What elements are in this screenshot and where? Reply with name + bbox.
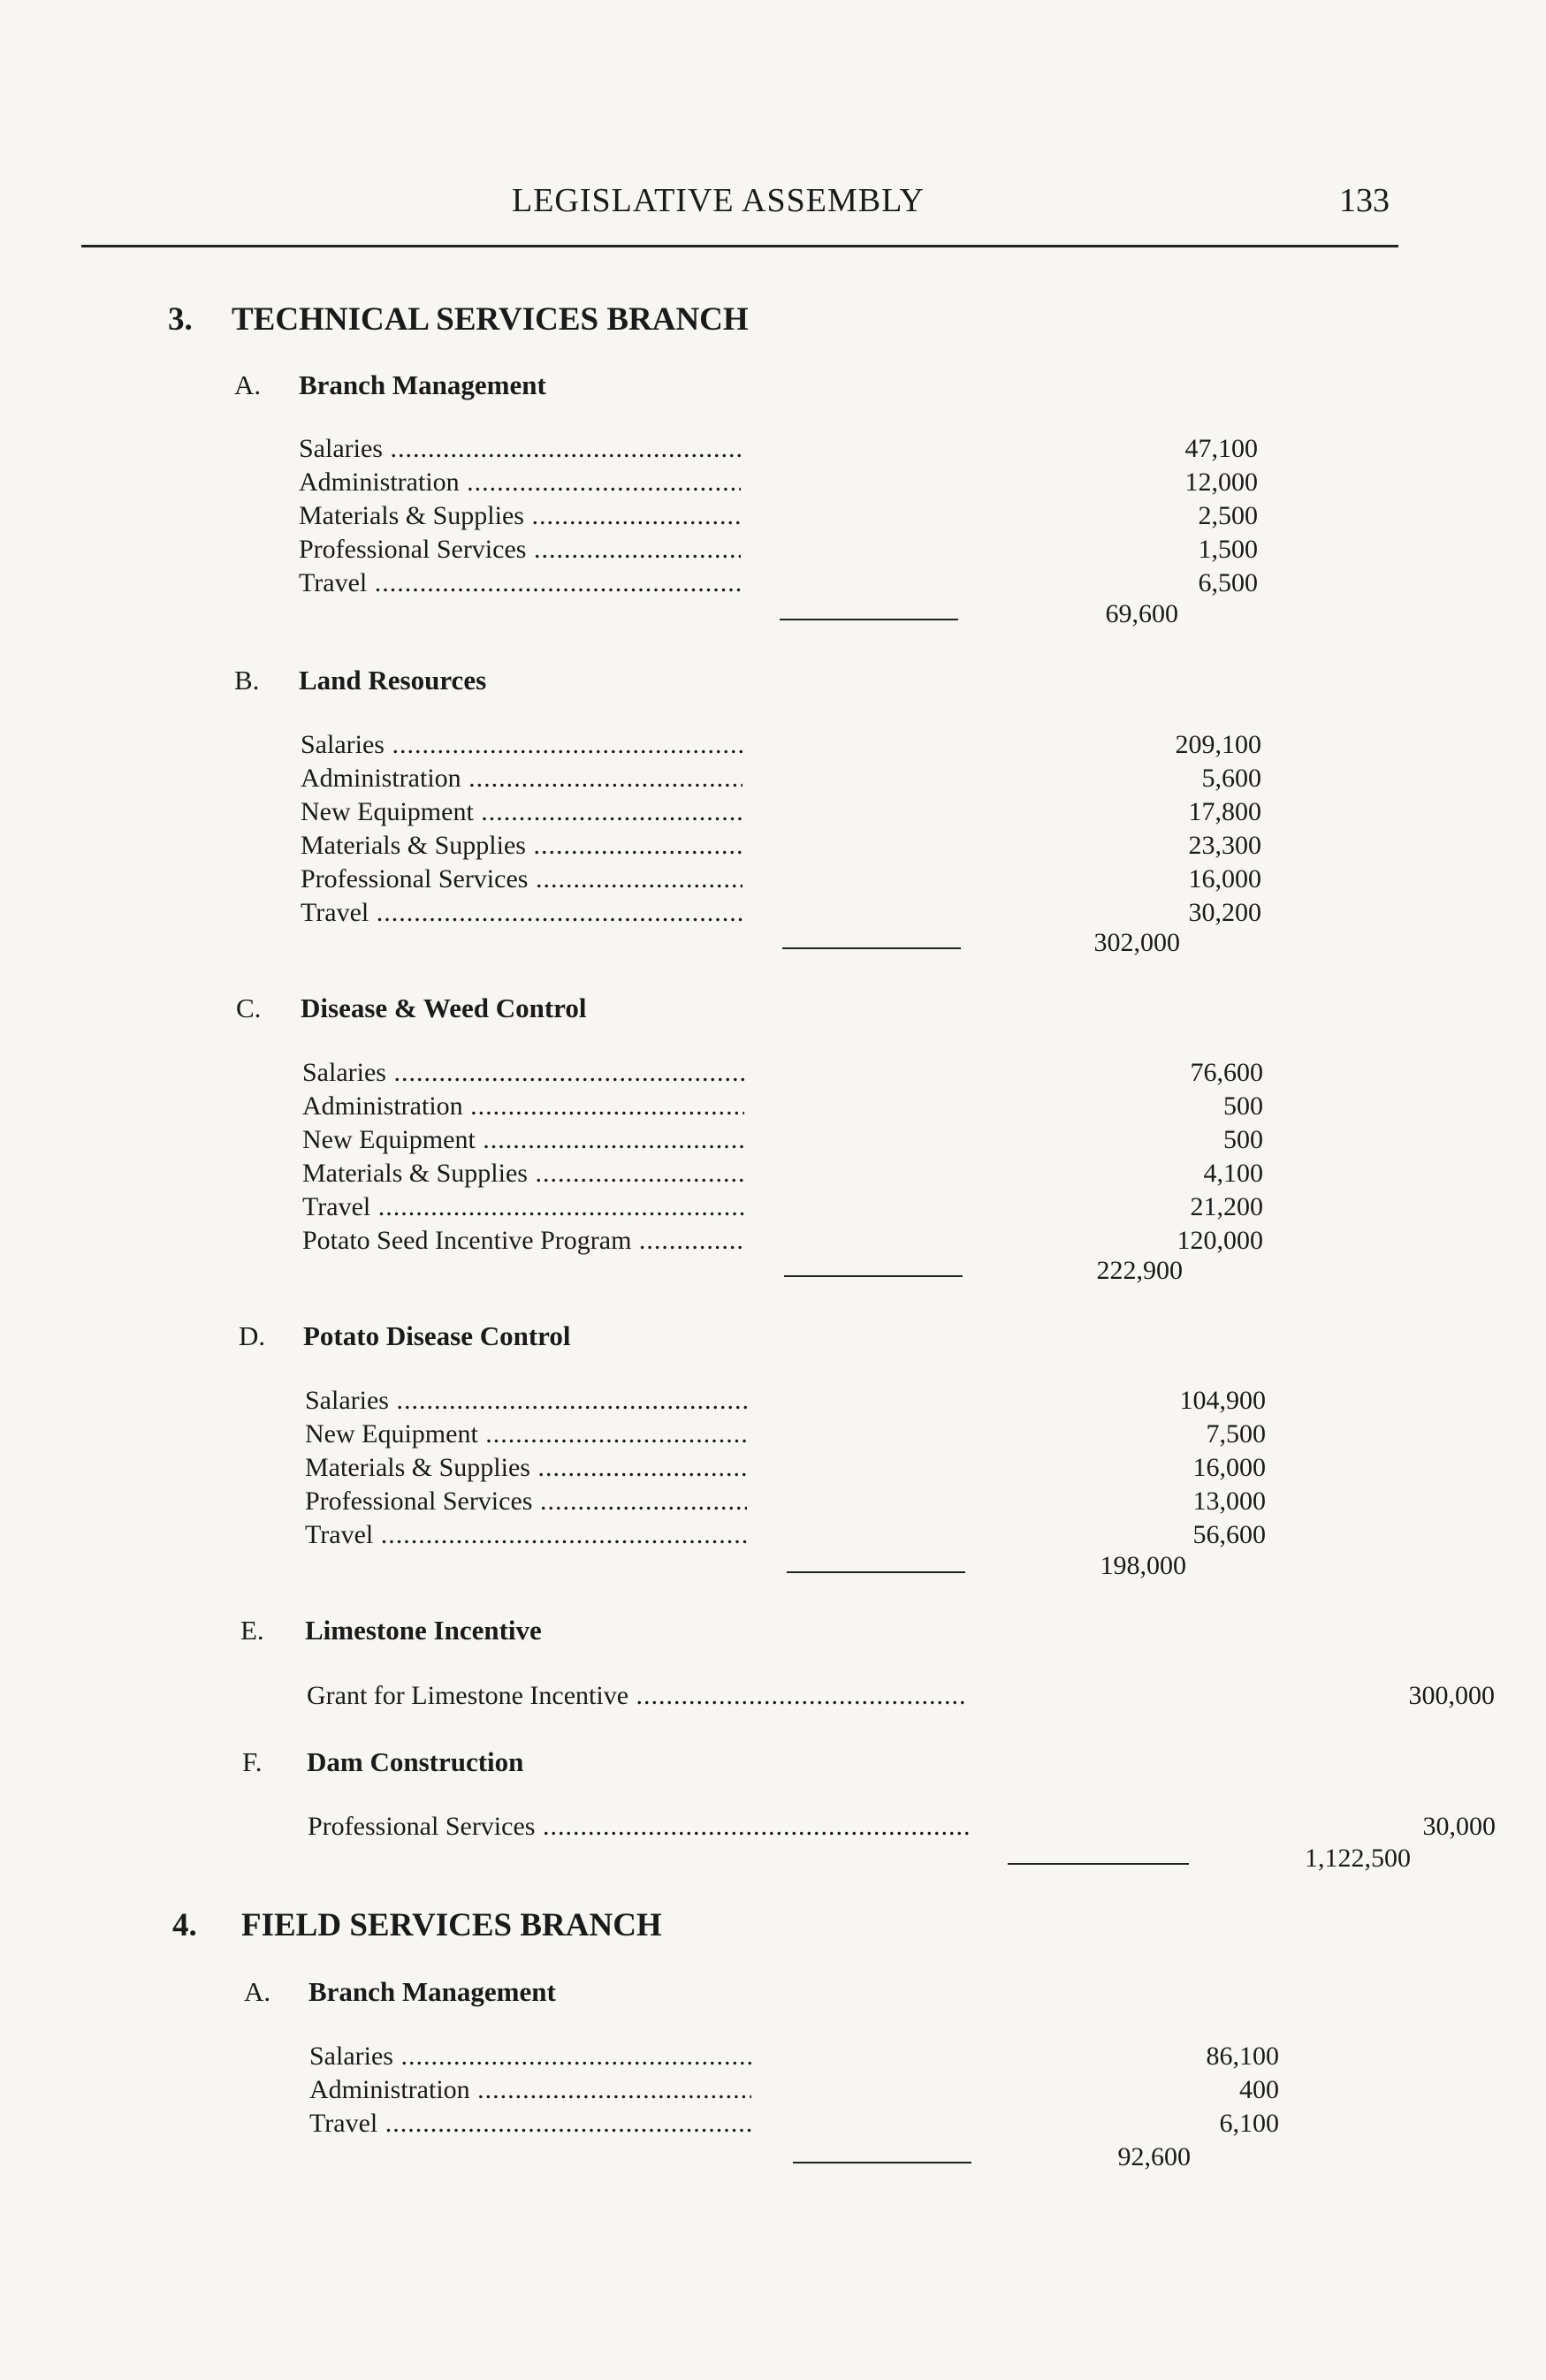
- item-label: Travel .....: [299, 568, 741, 598]
- item-label: Potato Seed Incentive Program .....: [302, 1226, 744, 1256]
- line-item: [305, 1520, 1266, 1554]
- section-title: Dam Construction: [307, 1746, 524, 1777]
- subtotal-rule: [793, 2162, 971, 2163]
- subtotal-rule: [782, 947, 961, 949]
- line-item: [305, 1386, 1266, 1419]
- branch-title: FIELD SERVICES BRANCH: [241, 1907, 662, 1943]
- item-label: Salaries .....: [301, 730, 743, 760]
- header-title: LEGISLATIVE ASSEMBLY: [512, 182, 925, 219]
- section-total: 92,600: [1117, 2142, 1191, 2171]
- line-item: [302, 1159, 1263, 1192]
- line-item: [302, 1091, 1263, 1125]
- item-amount: 120,000: [1177, 1226, 1263, 1255]
- item-label: Materials & Supplies .....: [302, 1159, 744, 1189]
- item-amount: 17,800: [1188, 797, 1261, 826]
- item-amount: 4,100: [1203, 1159, 1263, 1188]
- line-item: [301, 831, 1261, 864]
- line-item: [309, 2109, 1279, 2142]
- line-item: [309, 2042, 1279, 2075]
- item-amount: 21,200: [1190, 1192, 1263, 1221]
- item-label: Professional Services .....: [305, 1487, 747, 1517]
- item-label: Materials & Supplies .....: [299, 501, 741, 531]
- line-item: [299, 434, 1258, 468]
- line-item: [301, 797, 1261, 831]
- section-title: Limestone Incentive: [305, 1615, 542, 1646]
- item-amount: 30,000: [1422, 1812, 1496, 1841]
- item-label: Salaries .....: [302, 1058, 744, 1088]
- item-label: Salaries .....: [305, 1386, 747, 1416]
- item-amount: 86,100: [1206, 2042, 1279, 2071]
- item-amount: 2,500: [1198, 501, 1258, 530]
- item-label: Travel .....: [302, 1192, 744, 1222]
- item-label: Travel .....: [301, 898, 743, 928]
- item-label: Salaries .....: [299, 434, 741, 464]
- item-amount: 13,000: [1192, 1487, 1266, 1516]
- section-letter: D.: [239, 1320, 266, 1351]
- item-amount: 104,900: [1179, 1386, 1266, 1415]
- line-item: [299, 501, 1258, 535]
- line-item: [299, 568, 1258, 602]
- item-amount: 7,500: [1206, 1419, 1266, 1449]
- item-amount: 16,000: [1188, 864, 1261, 893]
- branch-grand-total: 1,122,500: [1305, 1844, 1411, 1873]
- item-label: Professional Services .....: [299, 535, 741, 565]
- item-label: Professional Services .....: [308, 1812, 969, 1842]
- item-amount: 76,600: [1190, 1058, 1263, 1087]
- line-item: [305, 1419, 1266, 1453]
- item-amount: 30,200: [1188, 898, 1261, 927]
- subtotal-rule: [1008, 1863, 1189, 1865]
- line-item: [305, 1487, 1266, 1520]
- section-letter: C.: [236, 992, 262, 1023]
- item-amount: 300,000: [1408, 1681, 1495, 1710]
- item-label: Materials & Supplies .....: [305, 1453, 747, 1483]
- item-amount: 47,100: [1184, 434, 1258, 463]
- item-amount: 23,300: [1188, 831, 1261, 860]
- item-label: Professional Services .....: [301, 864, 743, 894]
- item-label: New Equipment .....: [301, 797, 743, 827]
- line-item: [309, 2075, 1279, 2109]
- item-label: Administration .....: [309, 2075, 751, 2105]
- section-letter: E.: [240, 1615, 264, 1646]
- item-amount: 6,500: [1198, 568, 1258, 597]
- item-label: Grant for Limestone Incentive .....: [307, 1681, 968, 1711]
- item-amount: 500: [1223, 1125, 1263, 1154]
- section-letter: B.: [234, 665, 260, 696]
- section-total: 69,600: [1105, 599, 1178, 628]
- item-amount: 1,500: [1198, 535, 1258, 564]
- item-label: Administration .....: [301, 764, 743, 794]
- line-item: [301, 898, 1261, 931]
- section-title: Land Resources: [299, 665, 487, 696]
- line-item: [302, 1125, 1263, 1159]
- branch-number: 3.: [168, 301, 193, 338]
- line-item: [302, 1192, 1263, 1226]
- subtotal-rule: [780, 619, 958, 620]
- header-rule: [81, 245, 1398, 247]
- item-label: Materials & Supplies .....: [301, 831, 743, 861]
- item-amount: 56,600: [1192, 1520, 1266, 1549]
- item-label: Administration .....: [302, 1091, 744, 1122]
- item-amount: 5,600: [1201, 764, 1261, 793]
- item-label: Administration .....: [299, 468, 741, 498]
- item-amount: 400: [1239, 2075, 1279, 2104]
- item-label: New Equipment .....: [305, 1419, 747, 1449]
- branch-number: 4.: [172, 1907, 197, 1943]
- section-title: Branch Management: [299, 369, 546, 400]
- item-amount: 16,000: [1192, 1453, 1266, 1482]
- section-total: 222,900: [1096, 1256, 1183, 1285]
- line-item: [302, 1226, 1263, 1259]
- section-letter: F.: [242, 1746, 263, 1777]
- item-amount: 209,100: [1175, 730, 1261, 759]
- line-item: [301, 730, 1261, 764]
- item-amount: 12,000: [1184, 468, 1258, 497]
- page-number: 133: [1339, 182, 1390, 219]
- item-amount: 500: [1223, 1091, 1263, 1121]
- item-amount: 6,100: [1219, 2109, 1279, 2138]
- section-letter: A.: [244, 1976, 271, 2007]
- line-item: [301, 764, 1261, 797]
- item-label: Salaries .....: [309, 2042, 751, 2072]
- line-item: [302, 1058, 1263, 1091]
- running-header: [81, 181, 1398, 243]
- line-item: [308, 1812, 1496, 1845]
- line-item: [299, 535, 1258, 568]
- subtotal-rule: [787, 1571, 965, 1573]
- line-item: [301, 864, 1261, 898]
- section-total: 302,000: [1093, 928, 1180, 957]
- item-label: New Equipment .....: [302, 1125, 744, 1155]
- subtotal-rule: [784, 1275, 963, 1277]
- section-title: Branch Management: [308, 1976, 556, 2007]
- item-label: Travel .....: [309, 2109, 751, 2139]
- line-item: [305, 1453, 1266, 1487]
- section-title: Potato Disease Control: [303, 1320, 571, 1351]
- item-label: Travel .....: [305, 1520, 747, 1550]
- branch-title: TECHNICAL SERVICES BRANCH: [232, 301, 749, 338]
- line-item: [307, 1681, 1495, 1715]
- section-letter: A.: [234, 369, 262, 400]
- line-item: [299, 468, 1258, 501]
- section-title: Disease & Weed Control: [301, 992, 587, 1023]
- section-total: 198,000: [1100, 1551, 1186, 1580]
